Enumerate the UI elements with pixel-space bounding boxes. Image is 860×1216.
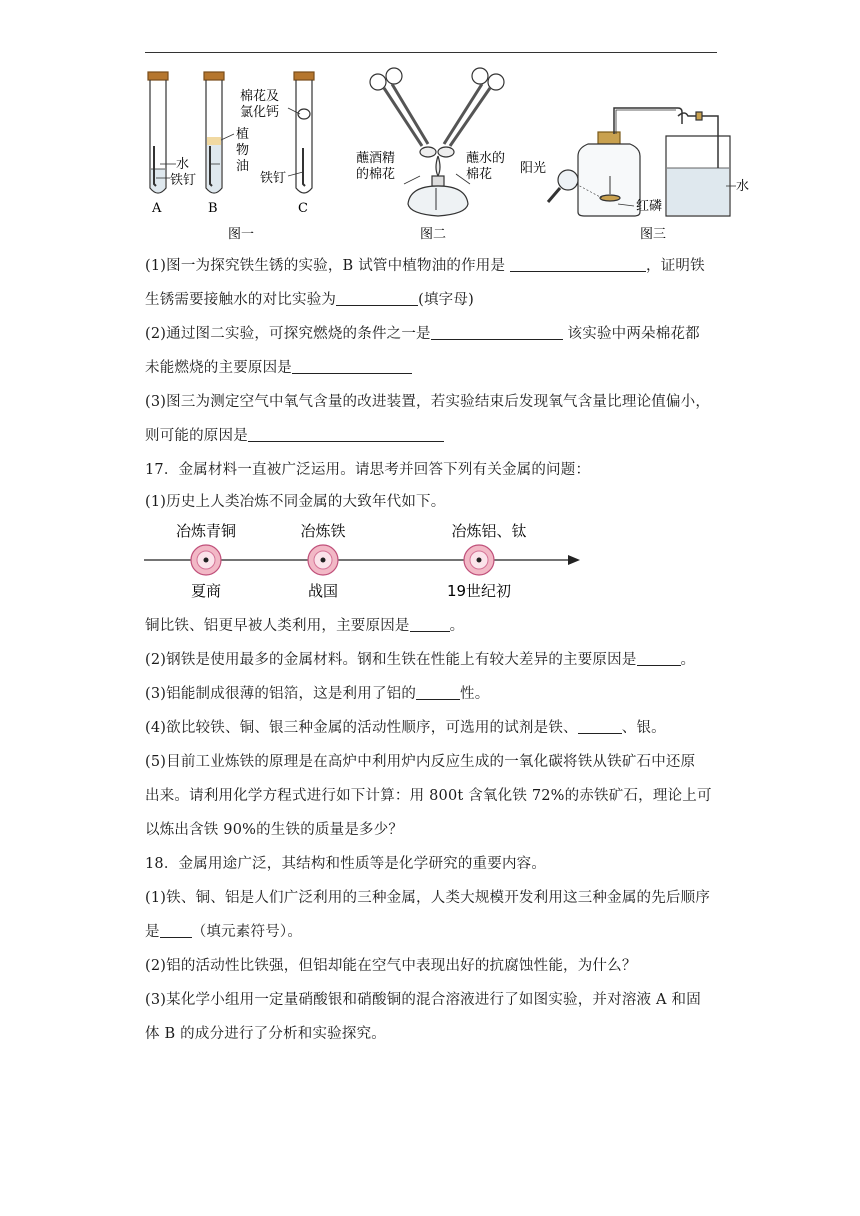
text: 性。 [460,686,490,702]
label-cotton-1: 棉花及 [240,89,280,104]
q16-line-2 [145,288,474,309]
answer-blank[interactable] [431,325,563,340]
label-nail-c: 铁钉 [260,171,287,186]
q17-part2 [145,648,695,669]
tube-label-a: A [152,201,162,216]
stopper-c [294,72,314,80]
text: (4)欲比较铁、铜、银三种金属的活动性顺序，可选用的试剂是铁、 [145,720,578,736]
text: 18．金属用途广泛，其结构和性质等是化学研究的重要内容。 [145,856,547,872]
tong-ring-right-2 [488,74,504,90]
figure-two [370,68,504,216]
q18-stem [145,852,546,873]
answer-blank[interactable] [637,651,681,666]
magnifier-lens [558,170,578,190]
q16-line-5 [145,390,710,411]
tong-ring-left-2 [386,68,402,84]
q16-line-4 [145,356,412,377]
caption-fig2: 图二 [420,227,447,242]
q17-part5-line3 [145,818,403,839]
text: 是 [145,924,160,940]
text: (1)历史上人类冶炼不同金属的大致年代如下。 [145,494,446,510]
q18-part2 [145,954,637,975]
timeline-top-2: 冶炼铁 [300,522,346,540]
metal-timeline [140,514,590,604]
q17-line-a [145,614,464,635]
text: 铜比铁、铝更早被人类利用，主要原因是 [145,618,410,634]
answer-blank[interactable] [510,257,646,272]
figures-row [140,64,750,246]
text: 生锈需要接触水的对比实验为 [145,292,337,308]
label-water-2: 棉花 [466,167,493,182]
q17-stem [145,458,590,479]
tube-label-b: B [208,201,218,216]
text: (填字母) [418,292,474,308]
answer-blank[interactable] [410,617,450,632]
label-cotton-2: 氯化钙 [240,105,280,120]
label-water: 水 [176,157,190,172]
q18-part3-line2 [145,1022,386,1043]
answer-blank[interactable] [160,923,192,938]
q18-part1-line1 [145,886,710,907]
timeline-node-3 [464,545,494,575]
answer-blank[interactable] [336,291,418,306]
text: ，证明铁 [646,258,705,274]
q17-part4 [145,716,666,737]
experiment-figures [140,64,750,246]
text: 该实验中两朵棉花都 [562,326,700,342]
tube-label-c: C [298,201,308,216]
text: (3)某化学小组用一定量硝酸银和硝酸铜的混合溶液进行了如图实验，并对溶液 A 和固 [145,992,701,1008]
text: 出来。请利用化学方程式进行如下计算：用 800t 含氧化铁 72%的赤铁矿石，理论上可 [145,788,712,804]
timeline-bottom-1: 夏商 [190,582,222,600]
text: (1)图一为探究铁生锈的实验，B 试管中植物油的作用是 [145,258,511,274]
q18-part3-line1 [145,988,701,1009]
text: 。 [680,652,696,668]
caption-fig1: 图一 [228,227,255,242]
q17-part5-line2 [145,784,712,805]
jar-stopper [598,132,620,144]
q17-part5-line1 [145,750,695,771]
text: 、银。 [621,720,666,736]
q17-part3 [145,682,489,703]
answer-blank[interactable] [416,685,460,700]
label-phosphorus: 红磷 [636,199,663,214]
text: 17．金属材料一直被广泛运用。请思考并回答下列有关金属的问题： [145,462,591,478]
text: (1)铁、铜、铝是人们广泛利用的三种金属，人类大规模开发利用这三种金属的先后顺序 [145,890,711,906]
timeline-top-1: 冶炼青铜 [175,522,237,540]
q18-part1-line2 [145,920,302,941]
text: (2)钢铁是使用最多的金属材料。钢和生铁在性能上有较大差异的主要原因是 [145,652,637,668]
label-oil-2: 物 [236,143,250,158]
text: (2)铝的活动性比铁强，但铝却能在空气中表现出好的抗腐蚀性能，为什么？ [145,958,637,974]
label-oil-1: 植 [236,127,250,142]
text: (2)通过图二实验，可探究燃烧的条件之一是 [145,326,431,342]
timeline-node-1 [191,545,221,575]
phosphorus-dish [600,195,620,201]
text: 以炼出含铁 90%的生铁的质量是多少？ [145,822,404,838]
q16-line-6 [145,424,444,445]
text: 则可能的原因是 [145,428,248,444]
timeline-node-2 [308,545,338,575]
tong-ring-right-1 [472,68,488,84]
label-water-1: 蘸水的 [466,151,506,166]
label-alcohol-2: 的棉花 [356,167,396,182]
answer-blank[interactable] [292,359,412,374]
text: (5)目前工业炼铁的原理是在高炉中利用炉内反应生成的一氧化碳将铁从铁矿石中还原 [145,754,696,770]
timeline-arrow [568,555,580,565]
label-oil-3: 油 [236,159,250,174]
text: （填元素符号）。 [191,924,303,940]
cotton-alcohol [420,147,436,157]
text: (3)铝能制成很薄的铝箔，这是利用了铝的 [145,686,417,702]
alcohol-lamp [408,186,468,216]
timeline-bottom-3: 19世纪初 [446,582,512,600]
cotton-water [438,147,454,157]
label-alcohol-1: 蘸酒精 [356,151,396,166]
timeline-svg [140,514,590,604]
timeline-bottom-2: 战国 [307,582,339,600]
header-rule [145,52,717,53]
label-beaker-water: 水 [736,179,750,194]
answer-blank[interactable] [248,427,444,442]
label-nail: 铁钉 [170,173,197,188]
q17-part1 [145,490,445,511]
stopper-a [148,72,168,80]
timeline-top-3: 冶炼铝、钛 [451,522,527,540]
text: 体 B 的成分进行了分析和实验探究。 [145,1026,386,1042]
caption-fig3: 图三 [640,227,667,242]
label-sun: 阳光 [520,161,547,176]
q16-line-3 [145,322,700,343]
text: 未能燃烧的主要原因是 [145,360,292,376]
text: (3)图三为测定空气中氧气含量的改进装置，若实验结束后发现氧气含量比理论值偏小， [145,394,711,410]
q16-line-1 [145,254,705,275]
stopper-b [204,72,224,80]
tong-ring-left-1 [370,74,386,90]
answer-blank[interactable] [578,719,622,734]
text: 。 [449,618,465,634]
